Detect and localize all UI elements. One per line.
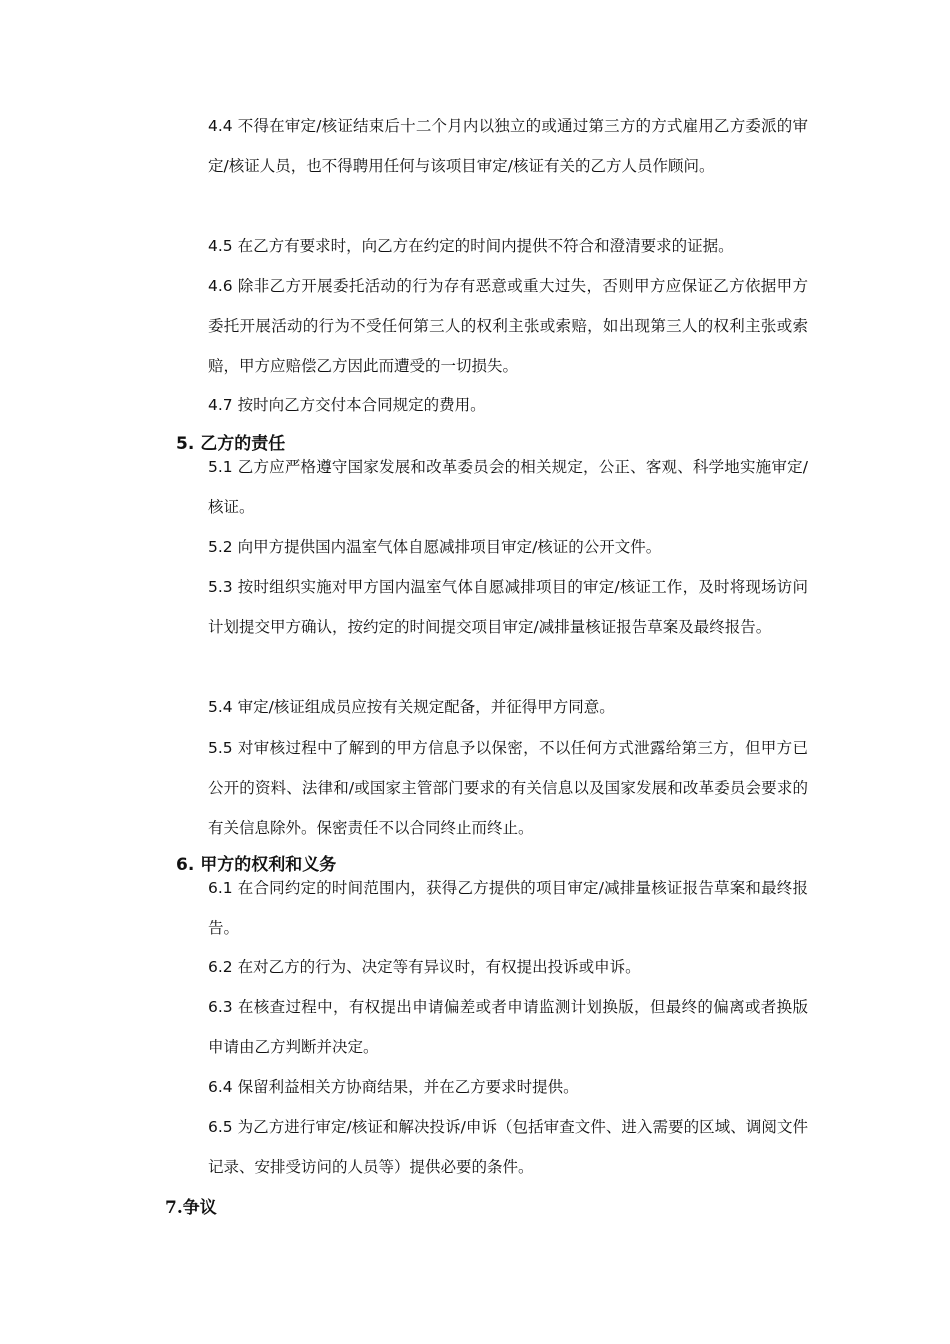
clause-6-2: 6.2 在对乙方的行为、决定等有异议时，有权提出投诉或申诉。: [208, 958, 641, 976]
clause-4-4: 4.4 不得在审定/核证结束后十二个月内以独立的或通过第三方的方式雇用乙方委派的审定/核证人员，也不得聘用任何与该项目审定/核证有关的乙方人员作顾问。: [208, 117, 808, 175]
clause-6-3: 6.3 在核查过程中，有权提出申请偏差或者申请监测计划换版，但最终的偏离或者换版申请由乙方判断并决定。: [208, 998, 808, 1056]
clause-4-6: 4.6 除非乙方开展委托活动的行为存有恶意或重大过失，否则甲方应保证乙方依据甲方委托开展活动的行为不受任何第三人的权利主张或索赔，如出现第三人的权利主张或索赔，甲方应赔偿乙方因此而遭受的一切损失。: [208, 277, 808, 375]
clause-4-7: 4.7 按时向乙方交付本合同规定的费用。: [208, 396, 486, 414]
clause-5-2: 5.2 向甲方提供国内温室气体自愿减排项目审定/核证的公开文件。: [208, 538, 662, 556]
clause-5-3: 5.3 按时组织实施对甲方国内温室气体自愿减排项目的审定/核证工作，及时将现场访问计划提交甲方确认，按约定的时间提交项目审定/减排量核证报告草案及最终报告。: [208, 578, 808, 636]
clause-6-1: 6.1 在合同约定的时间范围内，获得乙方提供的项目审定/减排量核证报告草案和最终报告。: [208, 879, 808, 937]
clause-6-4: 6.4 保留利益相关方协商结果，并在乙方要求时提供。: [208, 1078, 579, 1096]
clause-5-4: 5.4 审定/核证组成员应按有关规定配备，并征得甲方同意。: [208, 698, 615, 716]
section-7-heading: 7.争议: [165, 1198, 217, 1218]
clause-4-5: 4.5 在乙方有要求时，向乙方在约定的时间内提供不符合和澄清要求的证据。: [208, 237, 734, 255]
clause-5-1: 5.1 乙方应严格遵守国家发展和改革委员会的相关规定，公正、客观、科学地实施审定/核证。: [208, 458, 808, 516]
section-5-heading: 5. 乙方的责任: [176, 434, 286, 454]
clause-5-5: 5.5 对审核过程中了解到的甲方信息予以保密，不以任何方式泄露给第三方，但甲方已公开的资料、法律和/或国家主管部门要求的有关信息以及国家发展和改革委员会要求的有关信息除外。保密责任不以合同终止而终止。: [208, 739, 808, 837]
section-6-heading: 6. 甲方的权利和义务: [176, 855, 337, 875]
clause-6-5: 6.5 为乙方进行审定/核证和解决投诉/申诉（包括审查文件、进入需要的区域、调阅文件记录、安排受访问的人员等）提供必要的条件。: [208, 1118, 808, 1176]
